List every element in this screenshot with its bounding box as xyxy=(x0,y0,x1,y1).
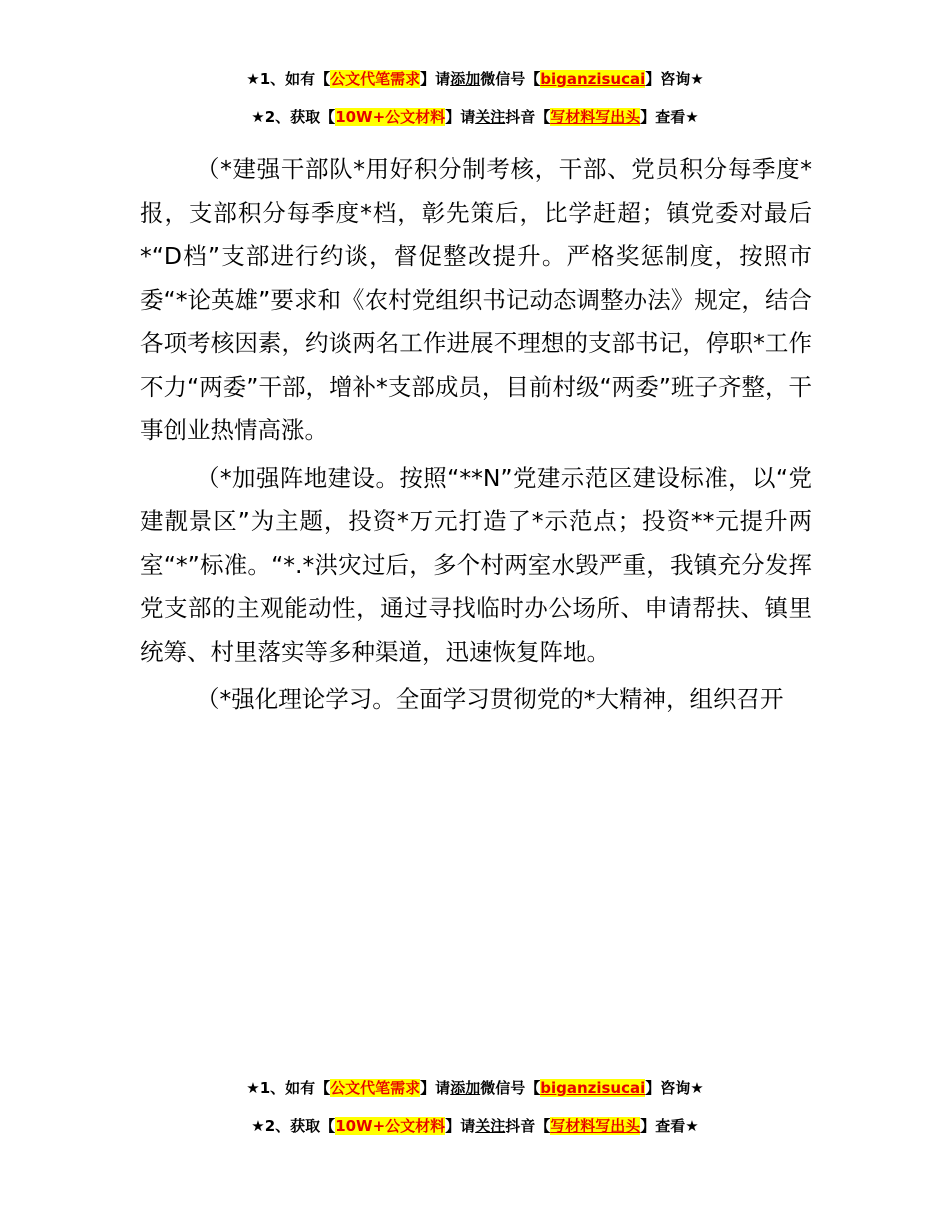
top-banner-line-1 xyxy=(0,68,950,90)
banner-text: 】查看★ xyxy=(640,1117,699,1135)
bottom-banner-line-1 xyxy=(0,1077,950,1099)
banner-text: 】咨询★ xyxy=(645,70,704,88)
underlined-text: 添加 xyxy=(450,70,481,88)
banner-text: ★1、如有【 xyxy=(246,70,331,88)
underlined-text: 添加 xyxy=(450,1079,481,1097)
document-body xyxy=(140,148,812,726)
banner-text: 抖音【 xyxy=(505,108,551,126)
banner-text: 】查看★ xyxy=(640,108,699,126)
highlight-tag: 10W+公文材料 xyxy=(335,108,446,126)
banner-text: 】请 xyxy=(420,70,451,88)
douyin-account: 写材料写出头 xyxy=(550,1117,641,1135)
paragraph: （*强化理论学习。全面学习贯彻党的*大精神，组织召开 xyxy=(196,685,784,713)
highlight-tag: 10W+公文材料 xyxy=(335,1117,446,1135)
banner-text: 】请 xyxy=(420,1079,451,1097)
underlined-text: 关注 xyxy=(475,1117,506,1135)
bottom-banner-line-2 xyxy=(0,1115,950,1137)
banner-text: ★1、如有【 xyxy=(246,1079,331,1097)
highlight-tag: 公文代笔需求 xyxy=(330,1079,421,1097)
wechat-id: biganzisucai xyxy=(540,70,646,88)
underlined-text: 关注 xyxy=(475,108,506,126)
banner-text: 】请 xyxy=(445,1117,476,1135)
wechat-id: biganzisucai xyxy=(540,1079,646,1097)
banner-text: ★2、获取【 xyxy=(251,1117,336,1135)
banner-text: 微信号【 xyxy=(480,70,541,88)
banner-text: 】请 xyxy=(445,108,476,126)
highlight-tag: 公文代笔需求 xyxy=(330,70,421,88)
paragraph: （*建强干部队*用好积分制考核，干部、党员积分每季度*报，支部积分每季度*档，彰先策后，比学赶超；镇党委对最后*“D档”支部进行约谈，督促整改提升。严格奖惩制度，按照市委“*论英雄”要求和《农村党组织书记动态调整办法》规定，结合各项考核因素，约谈两名工作进展不理想的支部书记，停职*工作不力“两委”干部，增补*支部成员，目前村级“两委”班子齐整，干事创业热情高涨。 xyxy=(140,155,812,444)
douyin-account: 写材料写出头 xyxy=(550,108,641,126)
paragraph: （*加强阵地建设。按照“**N”党建示范区建设标准，以“党建靓景区”为主题，投资*万元打造了*示范点；投资**元提升两室“*”标准。“*.*洪灾过后，多个村两室水毁严重，我镇充分发挥党支部的主观能动性，通过寻找临时办公场所、申请帮扶、镇里统筹、村里落实等多种渠道，迅速恢复阵地。 xyxy=(140,463,812,666)
banner-text: 微信号【 xyxy=(480,1079,541,1097)
banner-text: ★2、获取【 xyxy=(251,108,336,126)
top-banner-line-2 xyxy=(0,106,950,128)
banner-text: 抖音【 xyxy=(505,1117,551,1135)
banner-text: 】咨询★ xyxy=(645,1079,704,1097)
